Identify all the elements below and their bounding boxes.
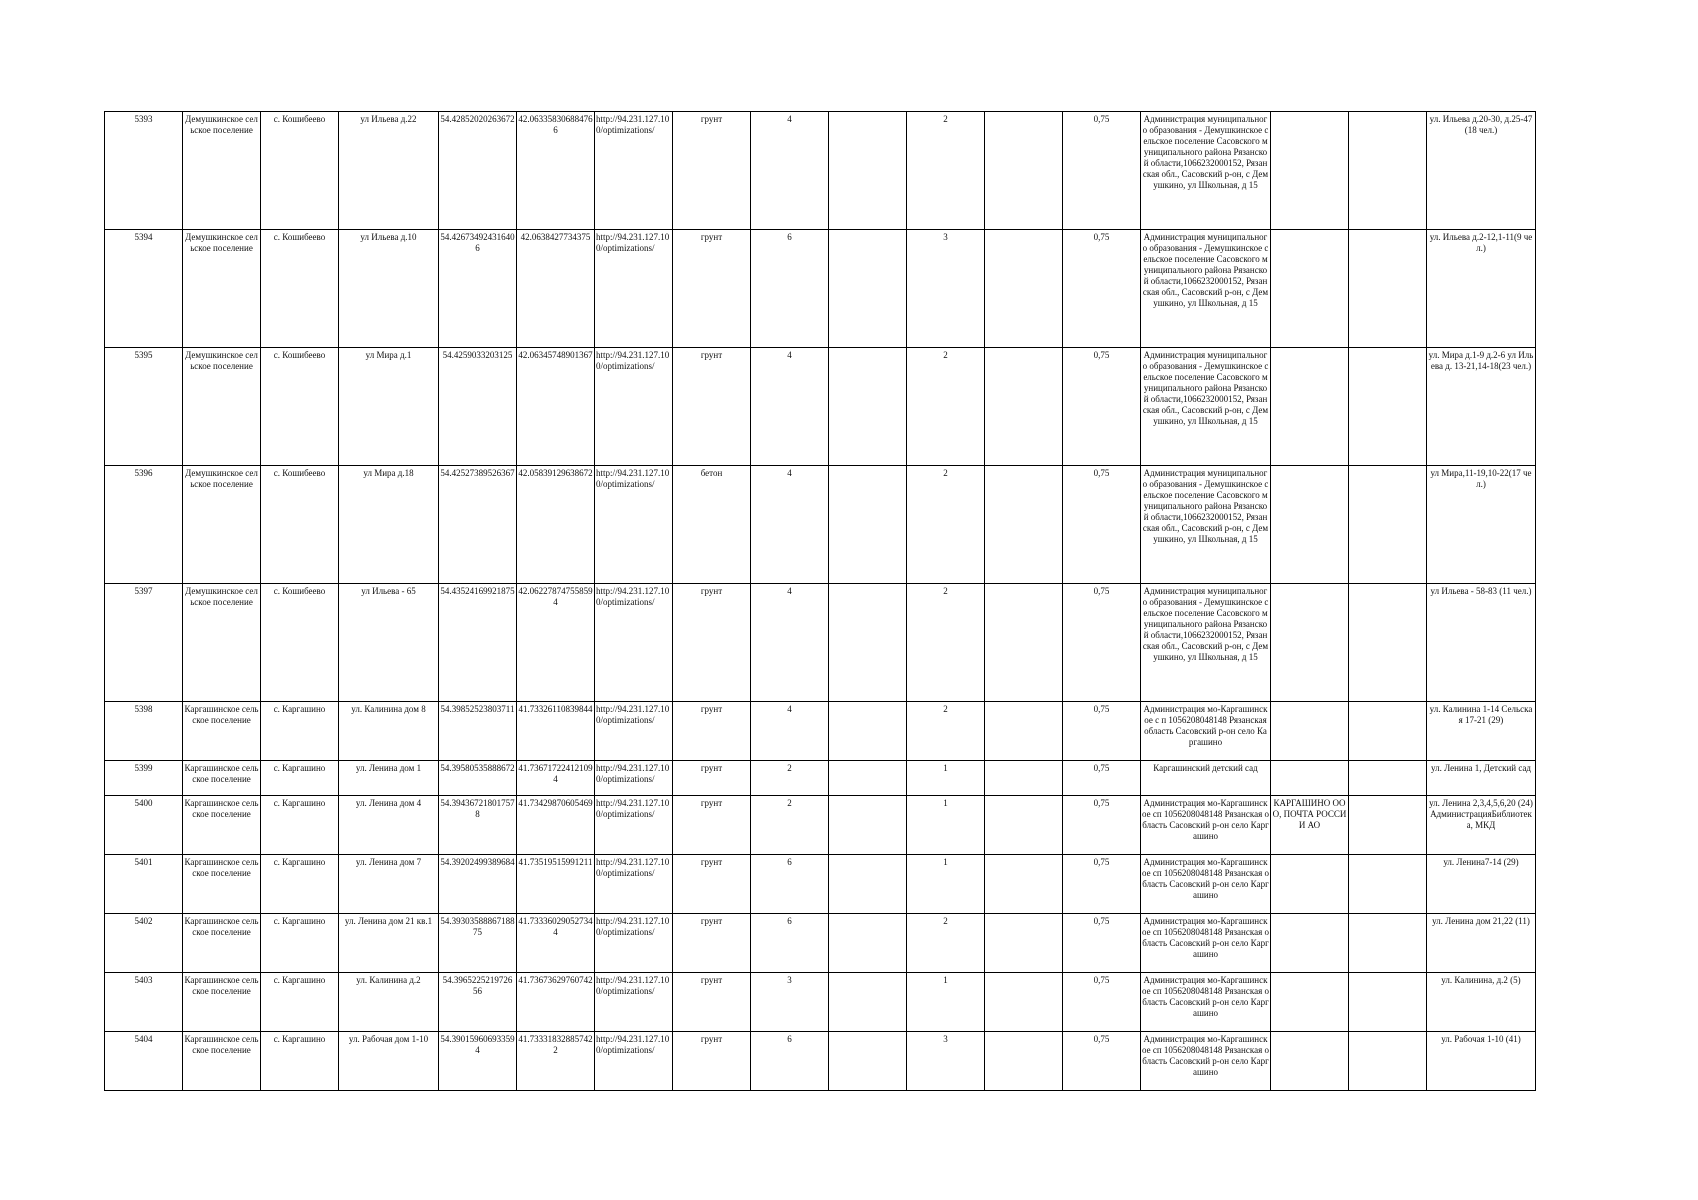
longitude-cell: 42.063358306884766 [517,112,595,230]
settlement-cell: Каргашинское сельское поселение [183,1032,261,1091]
table-row [105,914,1536,973]
surface-cell: грунт [673,702,751,761]
row-id: 5403 [105,973,183,1032]
area-cell: 4 [751,466,829,584]
locality-cell: с. Каргашино [261,855,339,914]
blank-cell [829,761,907,796]
address-cell: ул. Ленина дом 7 [339,855,439,914]
row-id: 5399 [105,761,183,796]
organization-cell [1271,348,1349,466]
area-cell: 6 [751,230,829,348]
table-row [105,1032,1536,1091]
longitude-cell: 42.06345748901367 [517,348,595,466]
address-cell: ул Ильева д.22 [339,112,439,230]
served-objects-cell: ул Мира,11-19,10-22(17 чел.) [1427,466,1536,584]
address-cell: ул. Ленина дом 1 [339,761,439,796]
address-cell: ул Ильева д.10 [339,230,439,348]
longitude-cell: 41.73326110839844 [517,702,595,761]
volume-cell: 0,75 [1063,973,1141,1032]
blank-cell [985,584,1063,702]
volume-cell: 0,75 [1063,914,1141,973]
served-objects-cell: ул. Ленина7-14 (29) [1427,855,1536,914]
served-objects-cell: ул. Мира д.1-9 д.2-6 ул Ильева д. 13-21,14-18(23 чел.) [1427,348,1536,466]
volume-cell: 0,75 [1063,230,1141,348]
longitude-cell: 41.73519515991211 [517,855,595,914]
address-cell: ул Ильева - 65 [339,584,439,702]
url-cell: http://94.231.127.100/optimizations/ [595,796,673,855]
settlement-cell: Демушкинское сельское поселение [183,348,261,466]
row-id: 5396 [105,466,183,584]
locality-cell: с. Каргашино [261,761,339,796]
surface-cell: бетон [673,466,751,584]
url-cell: http://94.231.127.100/optimizations/ [595,584,673,702]
blank-cell [829,1032,907,1091]
served-objects-cell: ул. Ленина 2,3,4,5,6,20 (24) АдминистрацияБиблиотека, МКД [1427,796,1536,855]
table-row [105,973,1536,1032]
blank-cell [1349,855,1427,914]
volume-cell: 0,75 [1063,796,1141,855]
url-cell: http://94.231.127.100/optimizations/ [595,112,673,230]
address-cell: ул. Ленина дом 4 [339,796,439,855]
owner-cell: Администрация мо-Каргашинское сп 1056208048148 Рязанская область Сасовский р-он село Каргашино [1141,1032,1271,1091]
containers-cell: 2 [907,348,985,466]
latitude-cell: 54.42527389526367 [439,466,517,584]
row-id: 5395 [105,348,183,466]
served-objects-cell: ул. Ленина дом 21,22 (11) [1427,914,1536,973]
surface-cell: грунт [673,230,751,348]
latitude-cell: 54.39580535888672 [439,761,517,796]
owner-cell: Администрация муниципального образования - Демушкинское сельское поселение Сасовского муниципального района Рязанской области,1066232000152, Рязанская обл., Сасовский р-он, с Демушкино, ул Школьная, д 15 [1141,230,1271,348]
row-id: 5401 [105,855,183,914]
organization-cell [1271,230,1349,348]
area-cell: 6 [751,855,829,914]
organization-cell [1271,584,1349,702]
longitude-cell: 41.733360290527344 [517,914,595,973]
url-cell: http://94.231.127.100/optimizations/ [595,914,673,973]
blank-cell [829,973,907,1032]
surface-cell: грунт [673,112,751,230]
blank-cell [1349,466,1427,584]
blank-cell [985,348,1063,466]
blank-cell [985,1032,1063,1091]
longitude-cell: 41.73673629760742 [517,973,595,1032]
settlement-cell: Демушкинское сельское поселение [183,466,261,584]
blank-cell [985,112,1063,230]
url-cell: http://94.231.127.100/optimizations/ [595,973,673,1032]
area-cell: 4 [751,584,829,702]
area-cell: 6 [751,1032,829,1091]
blank-cell [1349,702,1427,761]
settlement-cell: Демушкинское сельское поселение [183,112,261,230]
volume-cell: 0,75 [1063,112,1141,230]
volume-cell: 0,75 [1063,1032,1141,1091]
longitude-cell: 42.05839129638672 [517,466,595,584]
served-objects-cell: ул Ильева - 58-83 (11 чел.) [1427,584,1536,702]
table-row [105,112,1536,230]
surface-cell: грунт [673,348,751,466]
organization-cell: КАРГАШИНО ООО, ПОЧТА РОССИИ АО [1271,796,1349,855]
url-cell: http://94.231.127.100/optimizations/ [595,466,673,584]
locality-cell: с. Кошибеево [261,230,339,348]
blank-cell [829,584,907,702]
latitude-cell: 54.426734924316406 [439,230,517,348]
blank-cell [829,855,907,914]
containers-cell: 1 [907,796,985,855]
latitude-cell: 54.39202499389684 [439,855,517,914]
surface-cell: грунт [673,1032,751,1091]
address-cell: ул Мира д.18 [339,466,439,584]
blank-cell [985,855,1063,914]
containers-cell: 1 [907,973,985,1032]
blank-cell [1349,973,1427,1032]
served-objects-cell: ул. Калинина, д.2 (5) [1427,973,1536,1032]
row-id: 5398 [105,702,183,761]
blank-cell [1349,112,1427,230]
locality-cell: с. Кошибеево [261,112,339,230]
latitude-cell: 54.39852523803711 [439,702,517,761]
table-row [105,348,1536,466]
table-row [105,796,1536,855]
table-row [105,466,1536,584]
url-cell: http://94.231.127.100/optimizations/ [595,230,673,348]
blank-cell [985,761,1063,796]
containers-cell: 2 [907,584,985,702]
row-id: 5393 [105,112,183,230]
containers-cell: 2 [907,112,985,230]
surface-cell: грунт [673,973,751,1032]
locality-cell: с. Каргашино [261,973,339,1032]
area-cell: 4 [751,348,829,466]
served-objects-cell: ул. Ильева д.20-30, д.25-47 (18 чел.) [1427,112,1536,230]
blank-cell [1349,348,1427,466]
locality-cell: с. Каргашино [261,702,339,761]
locality-cell: с. Кошибеево [261,584,339,702]
address-cell: ул. Калинина д.2 [339,973,439,1032]
table-row [105,702,1536,761]
organization-cell [1271,914,1349,973]
blank-cell [829,914,907,973]
organization-cell [1271,1032,1349,1091]
owner-cell: Администрация мо-Каргашинское с п 1056208048148 Рязанская область Сасовский р-он село Каргашино [1141,702,1271,761]
owner-cell: Администрация мо-Каргашинское сп 1056208048148 Рязанская область Сасовский р-он село Каргашино [1141,855,1271,914]
blank-cell [1349,796,1427,855]
longitude-cell: 41.733318328857422 [517,1032,595,1091]
containers-cell: 1 [907,761,985,796]
latitude-cell: 54.394367218017578 [439,796,517,855]
owner-cell: Администрация мо-Каргашинское сп 1056208048148 Рязанская область Сасовский р-он село Каргашино [1141,796,1271,855]
containers-cell: 1 [907,855,985,914]
address-cell: ул. Калинина дом 8 [339,702,439,761]
address-cell: ул. Ленина дом 21 кв.1 [339,914,439,973]
surface-cell: грунт [673,914,751,973]
organization-cell [1271,761,1349,796]
settlement-cell: Каргашинское сельское поселение [183,855,261,914]
settlement-cell: Каргашинское сельское поселение [183,796,261,855]
latitude-cell: 54.43524169921875 [439,584,517,702]
containers-cell: 3 [907,230,985,348]
row-id: 5404 [105,1032,183,1091]
registry-body [105,112,1536,1091]
owner-cell: Администрация муниципального образования - Демушкинское сельское поселение Сасовского муниципального района Рязанской области,1066232000152, Рязанская обл., Сасовский р-он, с Демушкино, ул Школьная, д 15 [1141,466,1271,584]
address-cell: ул Мира д.1 [339,348,439,466]
blank-cell [829,702,907,761]
volume-cell: 0,75 [1063,348,1141,466]
settlement-cell: Демушкинское сельское поселение [183,584,261,702]
volume-cell: 0,75 [1063,466,1141,584]
area-cell: 4 [751,112,829,230]
blank-cell [985,702,1063,761]
area-cell: 2 [751,796,829,855]
containers-cell: 2 [907,914,985,973]
blank-cell [1349,230,1427,348]
blank-cell [985,230,1063,348]
blank-cell [829,796,907,855]
owner-cell: Каргашинский детский сад [1141,761,1271,796]
volume-cell: 0,75 [1063,584,1141,702]
organization-cell [1271,855,1349,914]
organization-cell [1271,112,1349,230]
settlement-cell: Каргашинское сельское поселение [183,914,261,973]
blank-cell [829,348,907,466]
longitude-cell: 42.062278747558594 [517,584,595,702]
blank-cell [1349,914,1427,973]
longitude-cell: 42.0638427734375 [517,230,595,348]
url-cell: http://94.231.127.100/optimizations/ [595,761,673,796]
area-cell: 2 [751,761,829,796]
blank-cell [985,973,1063,1032]
row-id: 5402 [105,914,183,973]
latitude-cell: 54.39303588867188 75 [439,914,517,973]
table-row [105,584,1536,702]
settlement-cell: Демушкинское сельское поселение [183,230,261,348]
blank-cell [829,112,907,230]
url-cell: http://94.231.127.100/optimizations/ [595,348,673,466]
blank-cell [985,914,1063,973]
surface-cell: грунт [673,796,751,855]
surface-cell: грунт [673,584,751,702]
latitude-cell: 54.42852020263672 [439,112,517,230]
served-objects-cell: ул. Ильева д.2-12,1-11(9 чел.) [1427,230,1536,348]
volume-cell: 0,75 [1063,702,1141,761]
organization-cell [1271,973,1349,1032]
containers-cell: 3 [907,1032,985,1091]
longitude-cell: 41.73429870605469 [517,796,595,855]
address-cell: ул. Рабочая дом 1-10 [339,1032,439,1091]
url-cell: http://94.231.127.100/optimizations/ [595,1032,673,1091]
latitude-cell: 54.39015960693359 4 [439,1032,517,1091]
table-row [105,855,1536,914]
latitude-cell: 54.4259033203125 [439,348,517,466]
locality-cell: с. Каргашино [261,1032,339,1091]
blank-cell [1349,584,1427,702]
blank-cell [829,230,907,348]
served-objects-cell: ул. Калинина 1-14 Сельская 17-21 (29) [1427,702,1536,761]
owner-cell: Администрация муниципального образования - Демушкинское сельское поселение Сасовского муниципального района Рязанской области,1066232000152, Рязанская обл., Сасовский р-он, с Демушкино, ул Школьная, д 15 [1141,112,1271,230]
containers-cell: 2 [907,466,985,584]
area-cell: 3 [751,973,829,1032]
latitude-cell: 54.3965225219726 56 [439,973,517,1032]
row-id: 5394 [105,230,183,348]
owner-cell: Администрация мо-Каргашинское сп 1056208048148 Рязанская область Сасовский р-он село Каргашино [1141,973,1271,1032]
area-cell: 6 [751,914,829,973]
served-objects-cell: ул. Ленина 1, Детский сад [1427,761,1536,796]
organization-cell [1271,702,1349,761]
owner-cell: Администрация муниципального образования - Демушкинское сельское поселение Сасовского муниципального района Рязанской области,1066232000152, Рязанская обл., Сасовский р-он, с Демушкино, ул Школьная, д 15 [1141,584,1271,702]
blank-cell [985,466,1063,584]
volume-cell: 0,75 [1063,855,1141,914]
url-cell: http://94.231.127.100/optimizations/ [595,702,673,761]
blank-cell [1349,1032,1427,1091]
served-objects-cell: ул. Рабочая 1-10 (41) [1427,1032,1536,1091]
settlement-cell: Каргашинское сельское поселение [183,761,261,796]
settlement-cell: Каргашинское сельское поселение [183,702,261,761]
longitude-cell: 41.736717224121094 [517,761,595,796]
area-cell: 4 [751,702,829,761]
row-id: 5397 [105,584,183,702]
row-id: 5400 [105,796,183,855]
locality-cell: с. Кошибеево [261,348,339,466]
organization-cell [1271,466,1349,584]
volume-cell: 0,75 [1063,761,1141,796]
url-cell: http://94.231.127.100/optimizations/ [595,855,673,914]
locality-cell: с. Каргашино [261,914,339,973]
settlement-cell: Каргашинское сельское поселение [183,973,261,1032]
owner-cell: Администрация мо-Каргашинское сп 1056208048148 Рязанская область Сасовский р-он село Каргашино [1141,914,1271,973]
blank-cell [1349,761,1427,796]
locality-cell: с. Кошибеево [261,466,339,584]
blank-cell [985,796,1063,855]
locality-cell: с. Каргашино [261,796,339,855]
table-row [105,761,1536,796]
registry-table [104,111,1536,1091]
blank-cell [829,466,907,584]
table-row [105,230,1536,348]
surface-cell: грунт [673,855,751,914]
owner-cell: Администрация муниципального образования - Демушкинское сельское поселение Сасовского муниципального района Рязанской области,1066232000152, Рязанская обл., Сасовский р-он, с Демушкино, ул Школьная, д 15 [1141,348,1271,466]
containers-cell: 2 [907,702,985,761]
surface-cell: грунт [673,761,751,796]
